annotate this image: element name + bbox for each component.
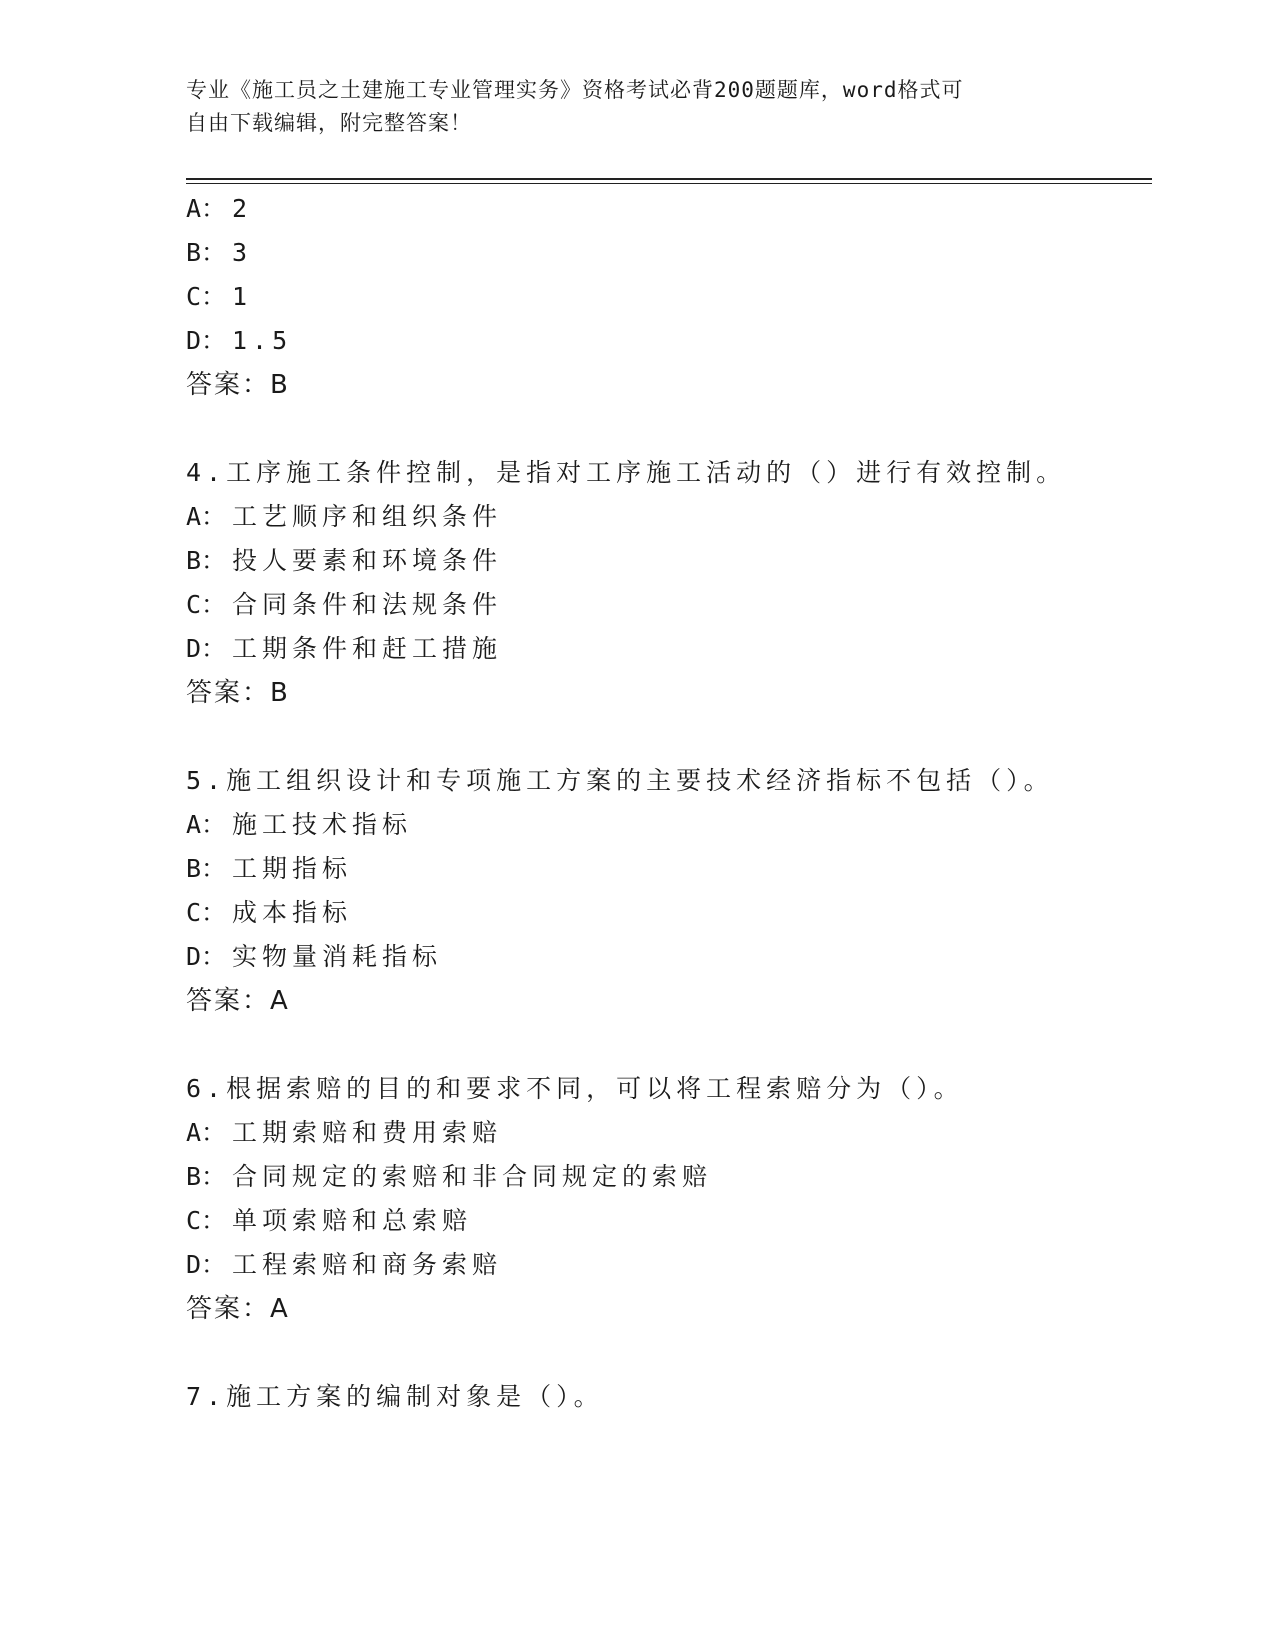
option-b <box>186 544 502 578</box>
option-text: 合同条件和法规条件 <box>232 590 503 619</box>
option-c <box>186 896 352 930</box>
document-header <box>186 74 1066 140</box>
option-text: 工艺顺序和组织条件 <box>232 502 503 531</box>
option-letter: A： <box>186 810 227 839</box>
option-c <box>186 588 502 622</box>
option-letter: A： <box>186 502 227 531</box>
option-text: 合同规定的索赔和非合同规定的索赔 <box>232 1162 713 1191</box>
option-letter: B： <box>186 1162 227 1191</box>
option-letter: C： <box>186 590 227 619</box>
option-letter: C： <box>186 1206 227 1235</box>
option-text: 工期条件和赶工措施 <box>232 634 503 663</box>
option-d <box>186 1248 502 1282</box>
option-letter: B： <box>186 238 227 267</box>
header-divider-thick <box>186 178 1152 180</box>
option-text: 单项索赔和总索赔 <box>232 1206 473 1235</box>
option-c <box>186 1204 472 1238</box>
option-text: 工期索赔和费用索赔 <box>232 1118 503 1147</box>
option-text: 成本指标 <box>232 898 353 927</box>
question-stem: 5.施工组织设计和专项施工方案的主要技术经济指标不包括（）。 <box>186 766 1054 795</box>
question-stem: 7.施工方案的编制对象是（）。 <box>186 1382 604 1411</box>
option-text: 实物量消耗指标 <box>232 942 443 971</box>
option-text: 施工技术指标 <box>232 810 413 839</box>
option-letter: B： <box>186 546 227 575</box>
option-text: 1 <box>232 282 253 311</box>
option-letter: D： <box>186 942 227 971</box>
option-text: 1.5 <box>232 326 293 355</box>
header-title-line-1: 专业《施工员之土建施工专业管理实务》资格考试必背200题题库，word格式可 <box>186 78 964 102</box>
option-letter: B： <box>186 854 227 883</box>
answer-line: 答案：A <box>186 1294 290 1324</box>
option-d <box>186 324 292 358</box>
option-a <box>186 500 502 534</box>
option-a <box>186 192 252 226</box>
option-d <box>186 632 502 666</box>
option-text: 工程索赔和商务索赔 <box>232 1250 503 1279</box>
option-b <box>186 236 252 270</box>
option-c <box>186 280 252 314</box>
option-letter: D： <box>186 326 227 355</box>
option-d <box>186 940 442 974</box>
question-stem: 6.根据索赔的目的和要求不同，可以将工程索赔分为（）。 <box>186 1074 964 1103</box>
option-a <box>186 1116 502 1150</box>
option-b <box>186 1160 712 1194</box>
option-text: 工期指标 <box>232 854 353 883</box>
option-letter: D： <box>186 634 227 663</box>
option-text: 2 <box>232 194 253 223</box>
option-letter: C： <box>186 898 227 927</box>
header-title-line-2: 自由下载编辑，附完整答案！ <box>186 111 472 135</box>
answer-line: 答案：A <box>186 986 290 1016</box>
question-stem: 4.工序施工条件控制，是指对工序施工活动的（）进行有效控制。 <box>186 458 1067 487</box>
option-a <box>186 808 412 842</box>
header-divider-thin <box>186 183 1152 184</box>
option-letter: A： <box>186 1118 227 1147</box>
option-text: 3 <box>232 238 253 267</box>
answer-line: 答案：B <box>186 678 290 708</box>
option-letter: C： <box>186 282 227 311</box>
option-b <box>186 852 352 886</box>
option-text: 投人要素和环境条件 <box>232 546 503 575</box>
option-letter: A： <box>186 194 227 223</box>
option-letter: D： <box>186 1250 227 1279</box>
answer-line: 答案：B <box>186 370 290 400</box>
